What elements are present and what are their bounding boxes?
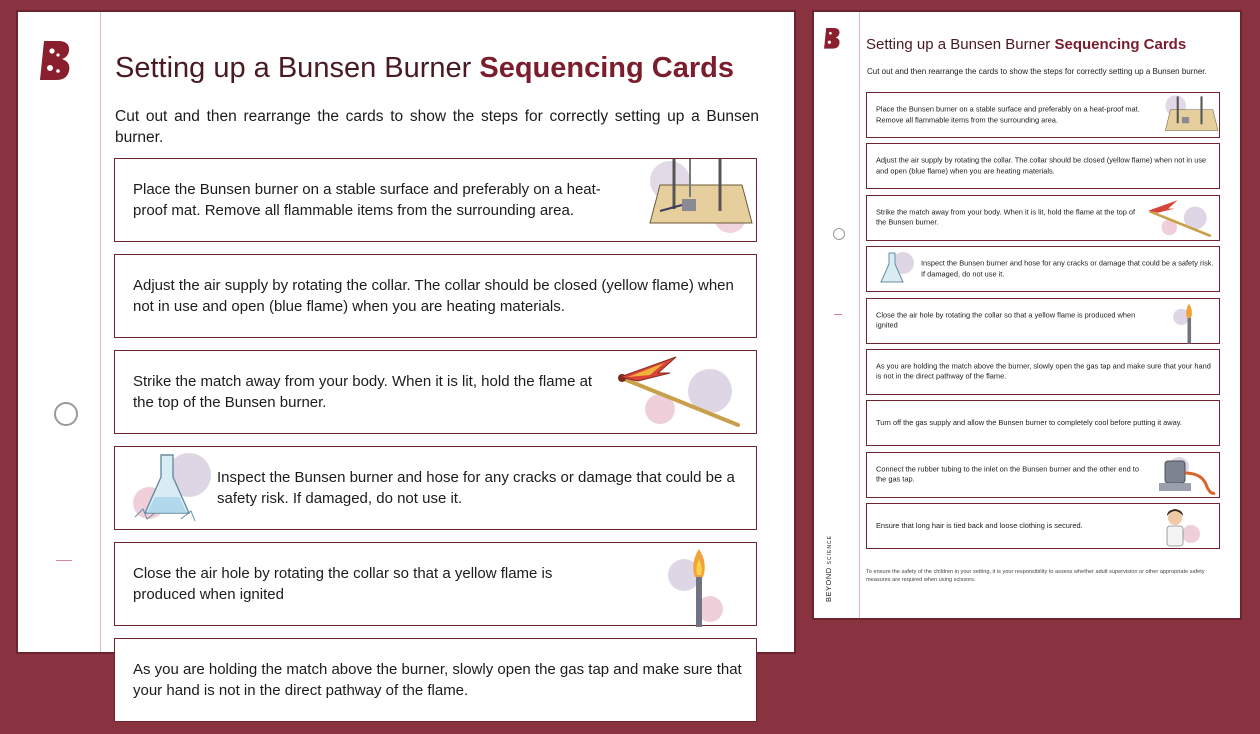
card-text: As you are holding the match above the burner, slowly open the gas tap and make sure that your hand is not in the direct pathway of the flame.	[876, 361, 1211, 381]
sequence-card[interactable]	[866, 349, 1220, 395]
broken-flask-icon	[121, 447, 221, 531]
margin-line	[859, 12, 860, 618]
intro-text: Cut out and then rearrange the cards to show the steps for correctly setting up a Bunsen burner.	[115, 108, 759, 146]
card-text: As you are holding the match above the burner, slowly open the gas tap and make sure that your hand is not in the direct pathway of the flame.	[133, 661, 742, 699]
sequence-card[interactable]	[114, 446, 757, 530]
sequence-card[interactable]	[114, 542, 757, 626]
sequence-card[interactable]	[866, 195, 1220, 241]
safety-footnote: To ensure the safety of the children in your setting, it is your responsibility to assess whether adult supervision or other appropriate safety measures are required when using scissors.	[866, 569, 1205, 583]
page-title: Setting up a Bunsen Burner Sequencing Cards	[866, 36, 1187, 53]
tripod-mat-icon	[1155, 93, 1217, 139]
fold-mark	[834, 314, 842, 315]
card-text: Close the air hole by rotating the collar so that a yellow flame is produced when ignited	[133, 565, 553, 603]
punch-hole	[833, 228, 845, 240]
sequence-card[interactable]	[866, 452, 1220, 498]
card-text: Ensure that long hair is tied back and loose clothing is secured.	[876, 520, 1083, 530]
sequence-card[interactable]	[866, 503, 1220, 549]
card-text: Inspect the Bunsen burner and hose for any cracks or damage that could be a safety risk. If damaged, do not use it.	[217, 469, 735, 507]
card-text: Place the Bunsen burner on a stable surface and preferably on a heat-proof mat. Remove all flammable items from the surrounding area.	[876, 104, 1140, 124]
card-text: Close the air hole by rotating the collar so that a yellow flame is produced when ignited	[876, 310, 1136, 330]
punch-hole	[54, 402, 78, 426]
sequence-card[interactable]	[866, 400, 1220, 446]
beyond-logo-icon	[823, 26, 841, 50]
fold-mark	[56, 560, 72, 561]
sequence-card[interactable]	[114, 638, 757, 722]
sequence-card[interactable]	[114, 158, 757, 242]
bunsen-flame-icon	[1165, 299, 1211, 345]
sequence-card[interactable]	[866, 92, 1220, 138]
card-list	[866, 92, 1220, 555]
card-text: Adjust the air supply by rotating the collar. The collar should be closed (yellow flame) when not in use and open (blue flame) when you are heating materials.	[133, 277, 734, 315]
worksheet-page-preview	[814, 12, 1240, 618]
card-text: Inspect the Bunsen burner and hose for any cracks or damage that could be a safety risk. If damaged, do not use it.	[921, 258, 1214, 279]
card-text: Place the Bunsen burner on a stable surface and preferably on a heat-proof mat. Remove all flammable items from the surrounding area.	[133, 181, 601, 219]
sequence-card[interactable]	[866, 246, 1220, 292]
lit-match-icon	[598, 351, 748, 435]
lit-match-icon	[1137, 196, 1215, 242]
card-text: Connect the rubber tubing to the inlet on the Bunsen burner and the other end to the gas tap.	[876, 464, 1139, 484]
worksheet-page-large	[18, 12, 794, 699]
card-text: Adjust the air supply by rotating the collar. The collar should be closed (yellow flame) when not in use and open (blue flame) when you are heating materials.	[876, 155, 1207, 176]
sequence-card[interactable]	[866, 143, 1220, 189]
card-text: Turn off the gas supply and allow the Bunsen burner to completely cool before putting it away.	[876, 418, 1182, 428]
broken-flask-icon	[869, 247, 919, 293]
sequence-card[interactable]	[114, 254, 757, 338]
tripod-mat-icon	[630, 159, 750, 243]
margin-line	[100, 12, 101, 652]
bunsen-flame-icon	[652, 543, 742, 627]
page-title: Setting up a Bunsen Burner Sequencing Cards	[115, 52, 734, 84]
sequence-card[interactable]	[866, 298, 1220, 344]
card-text: Strike the match away from your body. When it is lit, hold the flame at the top of the Bunsen burner.	[876, 207, 1136, 227]
sequence-card[interactable]	[114, 350, 757, 434]
card-text: Strike the match away from your body. When it is lit, hold the flame at the top of the Bunsen burner.	[133, 373, 593, 411]
beyond-logo-icon	[38, 38, 72, 82]
scientist-icon	[1153, 504, 1209, 550]
intro-text: Cut out and then rearrange the cards to show the steps for correctly setting up a Bunsen burner.	[867, 67, 1207, 76]
card-list	[114, 158, 757, 734]
gas-tap-icon	[1141, 453, 1217, 499]
brand-mark: BEYONDSCIENCE	[824, 535, 833, 602]
